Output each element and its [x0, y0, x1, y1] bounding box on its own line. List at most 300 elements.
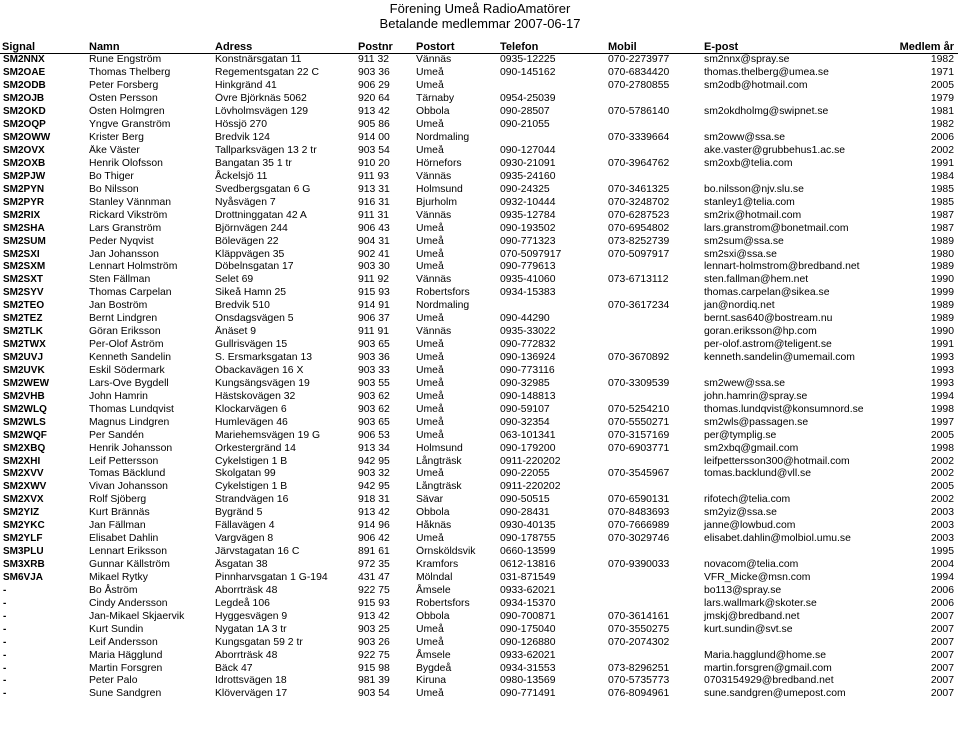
cell-email: janne@lowbud.com [704, 520, 796, 532]
cell-name: Lennart Eriksson [89, 546, 167, 558]
cell-phone: 0954-25039 [500, 93, 556, 105]
cell-member-year: 1990 [930, 274, 954, 286]
table-row [0, 183, 958, 196]
cell-signal: SM2OQP [3, 119, 46, 131]
cell-city: Kramfors [416, 559, 459, 571]
cell-mobile: 070-3550275 [608, 623, 670, 635]
cell-email: sm2rix@hotmail.com [704, 209, 802, 221]
cell-phone: 090-179200 [500, 442, 556, 454]
cell-member-year: 1998 [930, 442, 954, 454]
cell-postal-code: 942 95 [358, 481, 390, 493]
cell-mobile: 070-3029746 [608, 533, 670, 545]
cell-city: Umeå [416, 636, 444, 648]
cell-city: Umeå [416, 67, 444, 79]
cell-phone: 0934-31553 [500, 662, 556, 674]
cell-name: Bo Åström [89, 584, 138, 596]
cell-name: Peter Palo [89, 675, 138, 687]
cell-mobile [606, 313, 702, 326]
cell-signal: SM2YIZ [3, 507, 40, 519]
cell-address: Mariehemsvägen 19 G [215, 429, 321, 441]
cell-mobile: 070-6590131 [608, 494, 670, 506]
cell-name: Åke Väster [89, 145, 140, 157]
cell-postal-code: 911 32 [358, 54, 390, 66]
cell-address: Humlevägen 46 [215, 416, 288, 428]
cell-email: sten.fallman@hem.net [704, 274, 809, 286]
cell-postal-code: 913 31 [358, 183, 390, 195]
cell-address: Bredvik 124 [215, 132, 270, 144]
cell-address: Döbelnsgatan 17 [215, 261, 294, 273]
cell-address: Bäck 47 [215, 662, 253, 674]
cell-address: Åckelsjö 11 [215, 170, 268, 182]
cell-address: Cykelstigen 1 B [215, 455, 288, 467]
table-row [0, 559, 958, 572]
cell-name: Stanley Vännman [89, 196, 172, 208]
cell-mobile: 070-6954802 [608, 222, 670, 234]
cell-city: Nordmaling [416, 132, 470, 144]
cell-signal: SM2XBQ [3, 442, 46, 454]
cell-postal-code: 911 31 [358, 209, 390, 221]
cell-email: tomas.backlund@vll.se [704, 468, 811, 480]
cell-signal: SM2PYR [3, 196, 45, 208]
cell-name: Thomas Carpelan [89, 287, 172, 299]
cell-city: Umeå [416, 235, 444, 247]
cell-address: Öbackavägen 16 X [215, 364, 304, 376]
cell-member-year: 2005 [930, 429, 954, 441]
cell-name: Göran Eriksson [89, 326, 161, 338]
cell-address: Legdeå 106 [215, 597, 270, 609]
cell-name: Tomas Bäcklund [89, 468, 166, 480]
cell-city: Holmsund [416, 183, 463, 195]
cell-phone: 090-148813 [500, 390, 556, 402]
cell-member-year: 1998 [930, 403, 954, 415]
cell-address: Selet 69 [215, 274, 254, 286]
cell-postal-code: 903 33 [358, 364, 390, 376]
cell-name: Bo Nilsson [89, 183, 139, 195]
cell-phone: 090-145162 [500, 67, 556, 79]
cell-mobile: 070-5735773 [608, 675, 670, 687]
cell-mobile: 070-3614161 [608, 610, 670, 622]
cell-postal-code: 903 36 [358, 352, 390, 364]
cell-postal-code: 903 65 [358, 339, 390, 351]
cell-email: jmskj@bredband.net [704, 610, 800, 622]
cell-member-year: 1982 [930, 54, 954, 66]
table-row [0, 675, 958, 688]
cell-city: Umeå [416, 623, 444, 635]
column-header: Medlem år [886, 40, 958, 54]
cell-email: VFR_Micke@msn.com [704, 571, 811, 583]
cell-email: lars.wallmark@skoter.se [704, 597, 817, 609]
cell-address: Strandvägen 16 [215, 494, 289, 506]
cell-postal-code: 916 31 [358, 196, 390, 208]
cell-email: bo113@spray.se [704, 584, 782, 596]
cell-mobile: 070-3339664 [608, 132, 670, 144]
cell-email [702, 170, 886, 183]
cell-phone: 0934-15370 [500, 597, 556, 609]
cell-postal-code: 914 96 [358, 520, 390, 532]
cell-member-year: 2002 [930, 468, 954, 480]
cell-phone: 063-101341 [500, 429, 556, 441]
cell-city: Umeå [416, 80, 444, 92]
cell-email: goran.eriksson@hp.com [704, 326, 817, 338]
cell-member-year: 1997 [930, 416, 954, 428]
cell-postal-code: 922 75 [358, 584, 390, 596]
column-header: Postnr [356, 40, 414, 54]
table-row [0, 688, 958, 701]
cell-address: Fällavägen 4 [215, 520, 275, 532]
cell-postal-code: 906 43 [358, 222, 390, 234]
cell-member-year: 2007 [930, 636, 954, 648]
cell-member-year: 1995 [930, 546, 954, 558]
cell-address: Vargvägen 8 [215, 533, 274, 545]
cell-signal: SM2OXB [3, 157, 46, 169]
cell-mobile [606, 339, 702, 352]
cell-mobile [606, 572, 702, 585]
table-row [0, 546, 958, 559]
cell-phone: 0934-15383 [500, 287, 556, 299]
cell-email [702, 481, 886, 494]
cell-city: Umeå [416, 429, 444, 441]
table-row [0, 339, 958, 352]
column-header: Postort [414, 40, 498, 54]
cell-address: Cykelstigen 1 B [215, 481, 288, 493]
cell-email: Maria.hagglund@home.se [704, 649, 827, 661]
cell-address: Bredvik 510 [215, 300, 270, 312]
cell-member-year: 1984 [930, 170, 954, 182]
cell-mobile [606, 390, 702, 403]
table-row [0, 261, 958, 274]
cell-mobile: 070-6287523 [608, 209, 670, 221]
cell-postal-code: 903 62 [358, 403, 390, 415]
cell-member-year: 1989 [930, 235, 954, 247]
cell-name: Rickard Vikström [89, 209, 168, 221]
cell-city: Umeå [416, 248, 444, 260]
cell-mobile [606, 287, 702, 300]
cell-address: Bölevägen 22 [215, 235, 279, 247]
cell-city: Örnsköldsvik [416, 546, 476, 558]
cell-signal: - [3, 649, 7, 661]
page-title: Förening Umeå RadioAmatörer [389, 1, 571, 16]
cell-mobile [606, 365, 702, 378]
cell-address: Nyåsvägen 7 [215, 196, 276, 208]
cell-signal: - [3, 636, 7, 648]
cell-signal: SM6VJA [3, 571, 44, 583]
table-row [0, 662, 958, 675]
cell-email: thomas.thelberg@umea.se [704, 67, 829, 79]
cell-postal-code: 905 86 [358, 119, 390, 131]
cell-name: Sten Fällman [89, 274, 151, 286]
cell-phone: 0933-62021 [500, 584, 556, 596]
cell-phone: 031-871549 [500, 571, 556, 583]
cell-member-year: 1999 [930, 287, 954, 299]
cell-mobile: 070-2273977 [608, 54, 670, 66]
cell-city: Sävar [416, 494, 444, 506]
cell-address: Björnvägen 244 [215, 222, 288, 234]
cell-signal: SM2YLF [3, 533, 43, 545]
table-row [0, 54, 958, 67]
cell-city: Åmsele [416, 649, 451, 661]
cell-name: Östen Persson [89, 93, 158, 105]
cell-phone: 090-193502 [500, 222, 556, 234]
cell-postal-code: 906 42 [358, 533, 390, 545]
table-row [0, 119, 958, 132]
cell-name: Sune Sandgren [89, 688, 162, 700]
column-header: Adress [213, 40, 356, 54]
cell-signal: SM3PLU [3, 546, 44, 558]
cell-phone [498, 80, 606, 93]
cell-address: Konstnärsgatan 11 [215, 54, 302, 66]
cell-email: sm2wls@passagen.se [704, 416, 809, 428]
column-header: Namn [87, 40, 213, 54]
cell-city: Tärnaby [416, 93, 455, 105]
cell-phone [498, 300, 606, 313]
cell-signal: - [3, 662, 7, 674]
cell-postal-code: 972 35 [358, 559, 390, 571]
cell-city: Vännäs [416, 54, 452, 66]
cell-phone: 090-32354 [500, 416, 550, 428]
cell-mobile: 070-2074302 [608, 636, 670, 648]
cell-phone: 090-22055 [500, 468, 550, 480]
cell-email: sm2wew@ssa.se [704, 377, 785, 389]
cell-city: Umeå [416, 533, 444, 545]
column-header: Mobil [606, 40, 702, 54]
cell-mobile [606, 93, 702, 106]
cell-member-year: 2005 [930, 481, 954, 493]
cell-phone: 0932-10444 [500, 196, 556, 208]
cell-city: Bjurholm [416, 196, 457, 208]
cell-address: Hyggesvägen 9 [215, 610, 288, 622]
cell-signal: SM2XVV [3, 468, 44, 480]
cell-member-year: 2002 [930, 494, 954, 506]
cell-email: per@tymplig.se [704, 429, 777, 441]
cell-city: Umeå [416, 377, 444, 389]
cell-member-year: 1985 [930, 183, 954, 195]
cell-name: Magnus Lindgren [89, 416, 170, 428]
cell-postal-code: 920 64 [358, 93, 390, 105]
cell-postal-code: 911 92 [358, 274, 390, 286]
cell-mobile: 070-5254210 [608, 403, 670, 415]
cell-member-year: 1990 [930, 326, 954, 338]
cell-postal-code: 913 42 [358, 106, 390, 118]
column-header: E-post [702, 40, 886, 54]
cell-postal-code: 906 29 [358, 80, 390, 92]
cell-address: Ånäset 9 [215, 326, 257, 338]
cell-email: sm2sum@ssa.se [704, 235, 784, 247]
cell-signal: SM3XRB [3, 559, 45, 571]
cell-email: jan@nordiq.net [704, 300, 775, 312]
cell-signal: SM2WEW [3, 377, 50, 389]
cell-postal-code: 913 34 [358, 442, 390, 454]
cell-phone: 090-772832 [500, 339, 556, 351]
members-table [0, 40, 958, 701]
cell-name: Peder Nyqvist [89, 235, 154, 247]
cell-mobile: 070-6903771 [608, 442, 670, 454]
cell-name: Henrik Johansson [89, 442, 173, 454]
cell-mobile [606, 649, 702, 662]
cell-name: Jan-Mikael Skjaervik [89, 610, 185, 622]
cell-postal-code: 918 31 [358, 494, 390, 506]
cell-postal-code: 906 37 [358, 313, 390, 325]
cell-address: Pinnharvsgatan 1 G-194 [215, 571, 328, 583]
cell-name: Jan Boström [89, 300, 148, 312]
cell-city: Umeå [416, 119, 444, 131]
table-row [0, 222, 958, 235]
cell-address: S. Ersmarksgatan 13 [215, 352, 313, 364]
cell-phone: 0935-12225 [500, 54, 556, 66]
cell-city: Robertsfors [416, 287, 470, 299]
cell-address: Svedbergsgatan 6 G [215, 183, 311, 195]
cell-email: stanley1@telia.com [704, 196, 795, 208]
cell-postal-code: 915 93 [358, 597, 390, 609]
cell-mobile: 070-3545967 [608, 468, 670, 480]
cell-member-year: 1979 [930, 93, 954, 105]
cell-signal: SM2OVX [3, 145, 45, 157]
cell-phone: 0935-33022 [500, 326, 556, 338]
table-row [0, 610, 958, 623]
table-row [0, 507, 958, 520]
cell-phone: 0911-220202 [500, 481, 561, 493]
cell-address: Sikeå Hamn 25 [215, 287, 287, 299]
cell-name: Henrik Olofsson [89, 157, 163, 169]
cell-email [702, 93, 886, 106]
cell-signal: SM2XHI [3, 455, 41, 467]
cell-signal: SM2SUM [3, 235, 46, 247]
cell-signal: SM2PYN [3, 183, 45, 195]
cell-name: Vivan Johansson [89, 481, 168, 493]
cell-address: Orkestergränd 14 [215, 442, 296, 454]
cell-member-year: 2003 [930, 533, 954, 545]
cell-signal: SM2WLS [3, 416, 46, 428]
cell-postal-code: 915 98 [358, 662, 390, 674]
cell-email: novacom@telia.com [704, 559, 799, 571]
cell-mobile: 070-7666989 [608, 520, 670, 532]
cell-name: Kurt Brännäs [89, 507, 150, 519]
cell-name: John Hamrin [89, 390, 148, 402]
cell-city: Umeå [416, 145, 444, 157]
cell-member-year: 2007 [930, 649, 954, 661]
cell-phone: 070-5097917 [500, 248, 562, 260]
cell-name: Cindy Andersson [89, 597, 168, 609]
cell-mobile [606, 326, 702, 339]
cell-email: sm2oxb@telia.com [704, 157, 793, 169]
cell-city: Nordmaling [416, 300, 470, 312]
cell-member-year: 2007 [930, 675, 954, 687]
cell-address: Bygränd 5 [215, 507, 263, 519]
cell-email: sm2oww@ssa.se [704, 132, 785, 144]
cell-name: Rune Engström [89, 54, 162, 66]
cell-postal-code: 903 36 [358, 67, 390, 79]
cell-email: sm2sxi@ssa.se [704, 248, 777, 260]
cell-email: ake.vaster@grubbehus1.ac.se [704, 145, 846, 157]
table-row [0, 533, 958, 546]
cell-member-year: 1991 [930, 157, 954, 169]
cell-signal: SM2SXI [3, 248, 40, 260]
cell-signal: SM2SXM [3, 261, 46, 273]
cell-member-year: 1994 [930, 571, 954, 583]
cell-signal: SM2SYV [3, 287, 44, 299]
table-row [0, 132, 958, 145]
table-header-row [0, 40, 958, 54]
cell-signal: - [3, 688, 7, 700]
cell-email: sm2xbq@gmail.com [704, 442, 799, 454]
cell-name: Thomas Thelberg [89, 67, 171, 79]
cell-mobile [606, 261, 702, 274]
cell-phone: 0935-41060 [500, 274, 556, 286]
cell-name: Peter Forsberg [89, 80, 159, 92]
cell-city: Långträsk [416, 481, 462, 493]
cell-mobile: 076-8094961 [608, 688, 670, 700]
cell-city: Långträsk [416, 455, 462, 467]
cell-email [702, 546, 886, 559]
cell-name: Mikael Rytky [89, 571, 148, 583]
cell-member-year: 1987 [930, 209, 954, 221]
cell-postal-code: 904 31 [358, 235, 390, 247]
cell-signal: SM2UVK [3, 364, 45, 376]
table-row [0, 442, 958, 455]
cell-city: Umeå [416, 416, 444, 428]
cell-email: john.hamrin@spray.se [704, 390, 808, 402]
cell-postal-code: 903 54 [358, 688, 390, 700]
cell-city: Obbola [416, 507, 450, 519]
cell-name: Östen Holmgren [89, 106, 165, 118]
cell-postal-code: 913 42 [358, 610, 390, 622]
cell-city: Vännäs [416, 170, 452, 182]
table-row [0, 636, 958, 649]
table-row [0, 429, 958, 442]
cell-member-year: 1980 [930, 248, 954, 260]
cell-signal: SM2SHA [3, 222, 45, 234]
cell-mobile: 070-2780855 [608, 80, 670, 92]
column-header: Telefon [498, 40, 606, 54]
cell-member-year: 2004 [930, 559, 954, 571]
table-row [0, 80, 958, 93]
cell-member-year: 2003 [930, 520, 954, 532]
cell-mobile [606, 597, 702, 610]
cell-mobile: 070-3248702 [608, 196, 670, 208]
table-row [0, 455, 958, 468]
cell-email: sm2okdholmg@swipnet.se [704, 106, 829, 118]
cell-postal-code: 915 93 [358, 287, 390, 299]
cell-email: sune.sandgren@umepost.com [704, 688, 846, 700]
cell-mobile: 073-8252739 [608, 235, 670, 247]
cell-name: Bernt Lindgren [89, 313, 158, 325]
table-row [0, 403, 958, 416]
cell-address: Regementsgatan 22 C [215, 67, 319, 79]
table-row [0, 287, 958, 300]
cell-city: Robertsfors [416, 597, 470, 609]
cell-signal: SM2VHB [3, 390, 45, 402]
cell-name: Lennart Holmström [89, 261, 178, 273]
cell-city: Umeå [416, 261, 444, 273]
cell-email [702, 365, 886, 378]
cell-signal: SM2XWV [3, 481, 47, 493]
cell-postal-code: 903 55 [358, 377, 390, 389]
cell-email: thomas.lundqvist@konsumnord.se [704, 403, 864, 415]
cell-phone: 090-50515 [500, 494, 550, 506]
cell-member-year: 1993 [930, 364, 954, 376]
table-row [0, 597, 958, 610]
cell-email [702, 636, 886, 649]
cell-phone: 0933-62021 [500, 649, 556, 661]
cell-address: Bangatan 35 1 tr [215, 157, 292, 169]
cell-city: Bygdeå [416, 662, 452, 674]
cell-phone: 090-700871 [500, 610, 556, 622]
cell-address: Aborrträsk 48 [215, 584, 278, 596]
table-row [0, 106, 958, 119]
cell-name: Leif Pettersson [89, 455, 159, 467]
cell-address: Klockarvägen 6 [215, 403, 287, 415]
cell-signal: - [3, 584, 7, 596]
cell-phone: 090-44290 [500, 313, 550, 325]
